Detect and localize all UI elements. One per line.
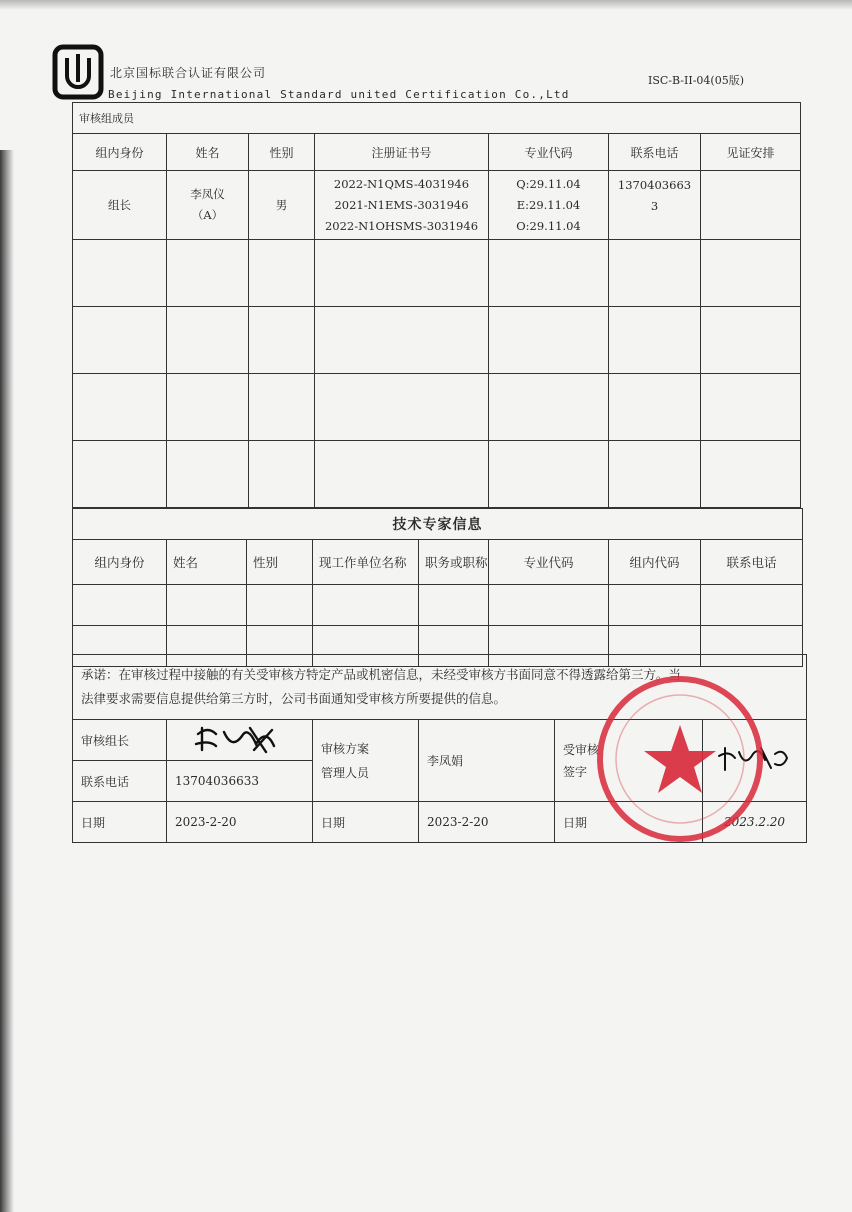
- tech-experts-header-row: [73, 540, 803, 585]
- audit-team-table: [72, 102, 801, 508]
- leader-name: 李凤仪: [190, 187, 225, 201]
- expert-col-gender: 性别: [247, 540, 313, 585]
- leader-phone-line1: 1370403663: [617, 178, 692, 192]
- expert-col-name: 姓名: [167, 540, 247, 585]
- leader-label: 审核组长: [73, 720, 167, 761]
- col-header-cert: 注册证书号: [315, 134, 489, 171]
- audit-team-header-row: [73, 134, 801, 171]
- col-header-gender: 性别: [249, 134, 315, 171]
- leader-codes: [489, 171, 609, 240]
- company-name-en: Beijing International Standard united Certification Co.,Ltd: [108, 88, 570, 101]
- table-row: [73, 240, 801, 307]
- col-header-code: 专业代码: [489, 134, 609, 171]
- company-name-cn: 北京国标联合认证有限公司: [110, 66, 267, 80]
- leader-signature-icon: [190, 722, 290, 756]
- leader-role: 组长: [73, 171, 167, 240]
- scan-left-edge: [0, 150, 14, 1212]
- col-header-role: 组内身份: [73, 134, 167, 171]
- col-header-name: 姓名: [167, 134, 249, 171]
- leader-witness: [701, 171, 801, 240]
- commitment-line-2: 法律要求需要信息提供给第三方时，公司书面通知受审核方所要提供的信息。: [81, 691, 507, 706]
- date-value: 2023-2-20: [167, 802, 313, 843]
- expert-col-title: 职务或职称: [419, 540, 489, 585]
- mgmt-label-2: 管理人员: [321, 765, 370, 780]
- expert-col-role: 组内身份: [73, 540, 167, 585]
- leader-phone-line2: 3: [650, 199, 659, 213]
- auditee-label-2: 签字: [563, 764, 588, 779]
- date-value-2: 2023-2-20: [419, 802, 555, 843]
- phone-value: 13704036633: [167, 761, 313, 802]
- leader-code-q: Q:29.11.04: [516, 176, 581, 191]
- form-code: ISC-B-II-04(05版): [648, 74, 745, 87]
- leader-cert-ems: 2021-N1EMS-3031946: [334, 197, 469, 212]
- table-row: [73, 441, 801, 508]
- col-header-phone: 联系电话: [609, 134, 701, 171]
- audit-team-section-label: 审核组成员: [73, 103, 801, 134]
- phone-label: 联系电话: [73, 761, 167, 802]
- auditee-label-1: 受审核: [563, 742, 600, 757]
- leader-signature: [167, 720, 313, 761]
- table-row: [73, 171, 801, 240]
- mgmt-name: 李凤娟: [419, 720, 555, 802]
- table-row: [73, 374, 801, 441]
- leader-code-o: O:29.11.04: [516, 218, 581, 233]
- expert-col-group-code: 组内代码: [609, 540, 701, 585]
- scan-top-edge: [0, 0, 852, 10]
- date-label: 日期: [73, 802, 167, 843]
- leader-name-cell: [167, 171, 249, 240]
- expert-col-code: 专业代码: [489, 540, 609, 585]
- commitment-line-1: 承诺：在审核过程中接触的有关受审核方特定产品或机密信息，未经受审核方书面同意不得透露给第三方。当: [81, 667, 682, 682]
- mgmt-label: [313, 720, 419, 802]
- page-header: [48, 42, 808, 102]
- date-label-2: 日期: [313, 802, 419, 843]
- table-row: [73, 585, 803, 626]
- expert-col-phone: 联系电话: [701, 540, 803, 585]
- leader-phone: [609, 171, 701, 240]
- leader-name-tag: （A）: [191, 208, 224, 222]
- date-value-3: 2023.2.20: [703, 802, 807, 843]
- mgmt-label-1: 审核方案: [321, 741, 370, 756]
- leader-cert-ohsms: 2022-N1OHSMS-3031946: [324, 218, 479, 233]
- leader-code-e: E:29.11.04: [516, 197, 581, 212]
- tech-experts-title: 技术专家信息: [73, 509, 803, 540]
- table-row: [73, 307, 801, 374]
- date-label-3: 日期: [555, 802, 703, 843]
- col-header-witness: 见证安排: [701, 134, 801, 171]
- leader-gender: 男: [249, 171, 315, 240]
- expert-col-employer: 现工作单位名称: [313, 540, 419, 585]
- company-seal-stamp: [594, 673, 766, 845]
- leader-certs: [315, 171, 489, 240]
- leader-cert-qms: 2022-N1QMS-4031946: [333, 176, 470, 191]
- company-logo-icon: [52, 44, 104, 100]
- tech-experts-table: [72, 508, 803, 667]
